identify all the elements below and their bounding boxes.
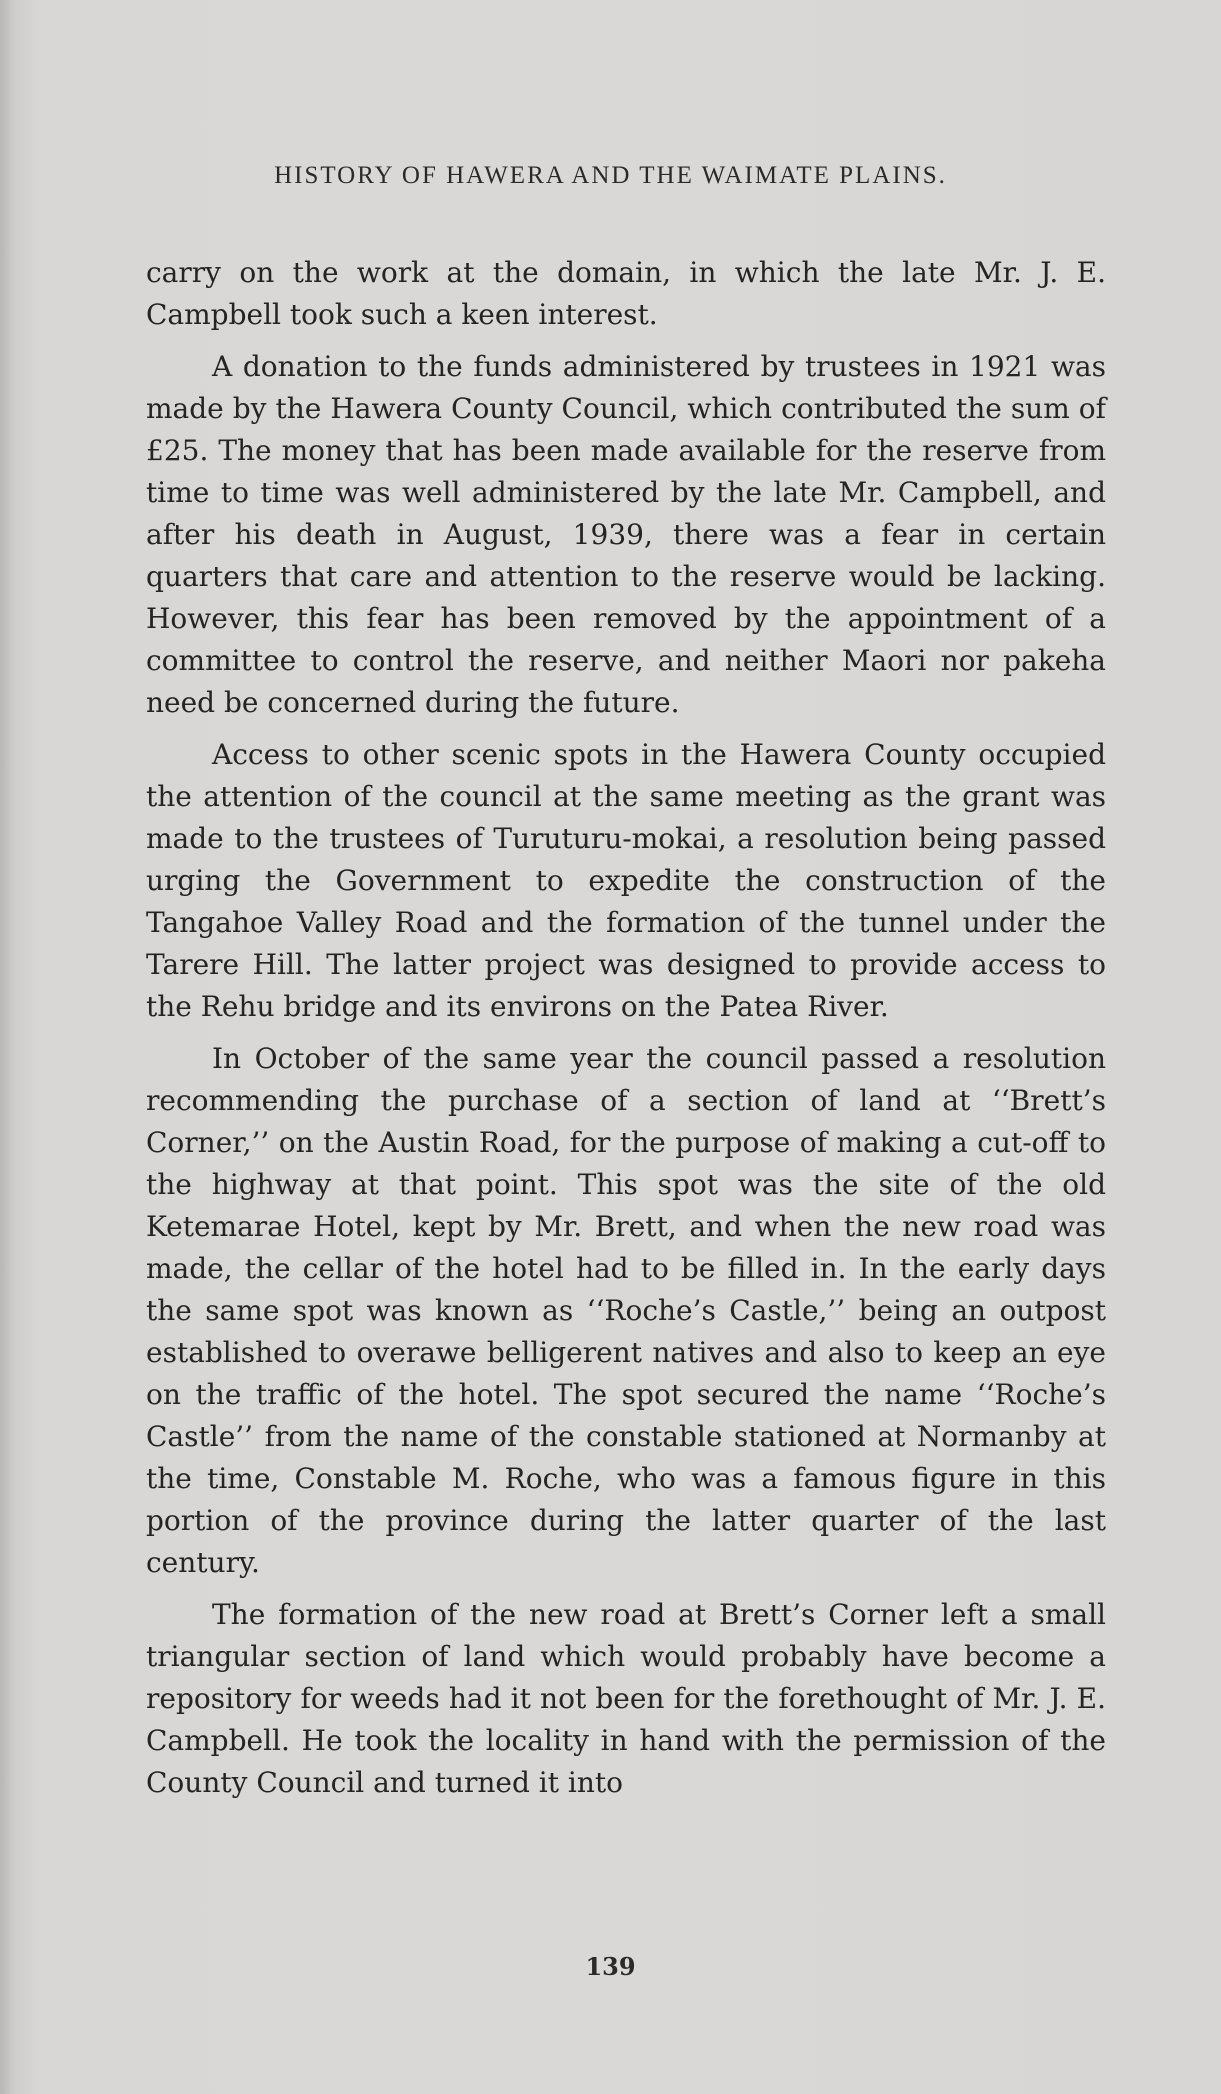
paragraph: The formation of the new road at Brett’s Corner left a small triangular section of land which would probably have become a repository for weeds had it not been for the forethought of Mr. J. E. Campbell. He took the locality in hand with the permission of the County Council and turned it into [146, 1598, 1106, 1799]
page-body [146, 252, 1106, 1814]
paragraph: carry on the work at the domain, in which the late Mr. J. E. Campbell took such a keen interest. [146, 256, 1106, 331]
paragraph: In October of the same year the council passed a resolution recommending the purchase of a section of land at ‘‘Brett’s Corner,’’ on the Austin Road, for the purpose of making a cut-off to the highway at that point. This spot was the site of the old Ketemarae Hotel, kept by Mr. Brett, and when the new road was made, the cellar of the hotel had to be filled in. In the early days the same spot was known as ‘‘Roche’s Castle,’’ being an outpost established to overawe belligerent natives and also to keep an eye on the traffic of the hotel. The spot secured the name ‘‘Roche’s Castle’’ from the name of the constable stationed at Normanby at the time, Constable M. Roche, who was a famous figure in this portion of the province during the latter quarter of the last century. [146, 1042, 1106, 1579]
page-number: 139 [585, 1952, 636, 1981]
paragraph: A donation to the funds administered by trustees in 1921 was made by the Hawera County Council, which contributed the sum of £25. The money that has been made available for the reserve from time to time was well administered by the late Mr. Campbell, and after his death in August, 1939, there was a fear in certain quarters that care and attention to the reserve would be lacking. However, this fear has been removed by the appointment of a committee to control the reserve, and neither Maori nor pakeha need be concerned during the future. [146, 350, 1106, 719]
running-title: HISTORY OF HAWERA AND THE WAIMATE PLAINS. [274, 162, 947, 189]
paragraph: Access to other scenic spots in the Hawera County occupied the attention of the council at the same meeting as the grant was made to the trustees of Turuturu-mokai, a resolution being passed urging the Government to expedite the construction of the Tangahoe Valley Road and the formation of the tunnel under the Tarere Hill. The latter project was designed to provide access to the Rehu bridge and its environs on the Patea River. [146, 738, 1106, 1023]
